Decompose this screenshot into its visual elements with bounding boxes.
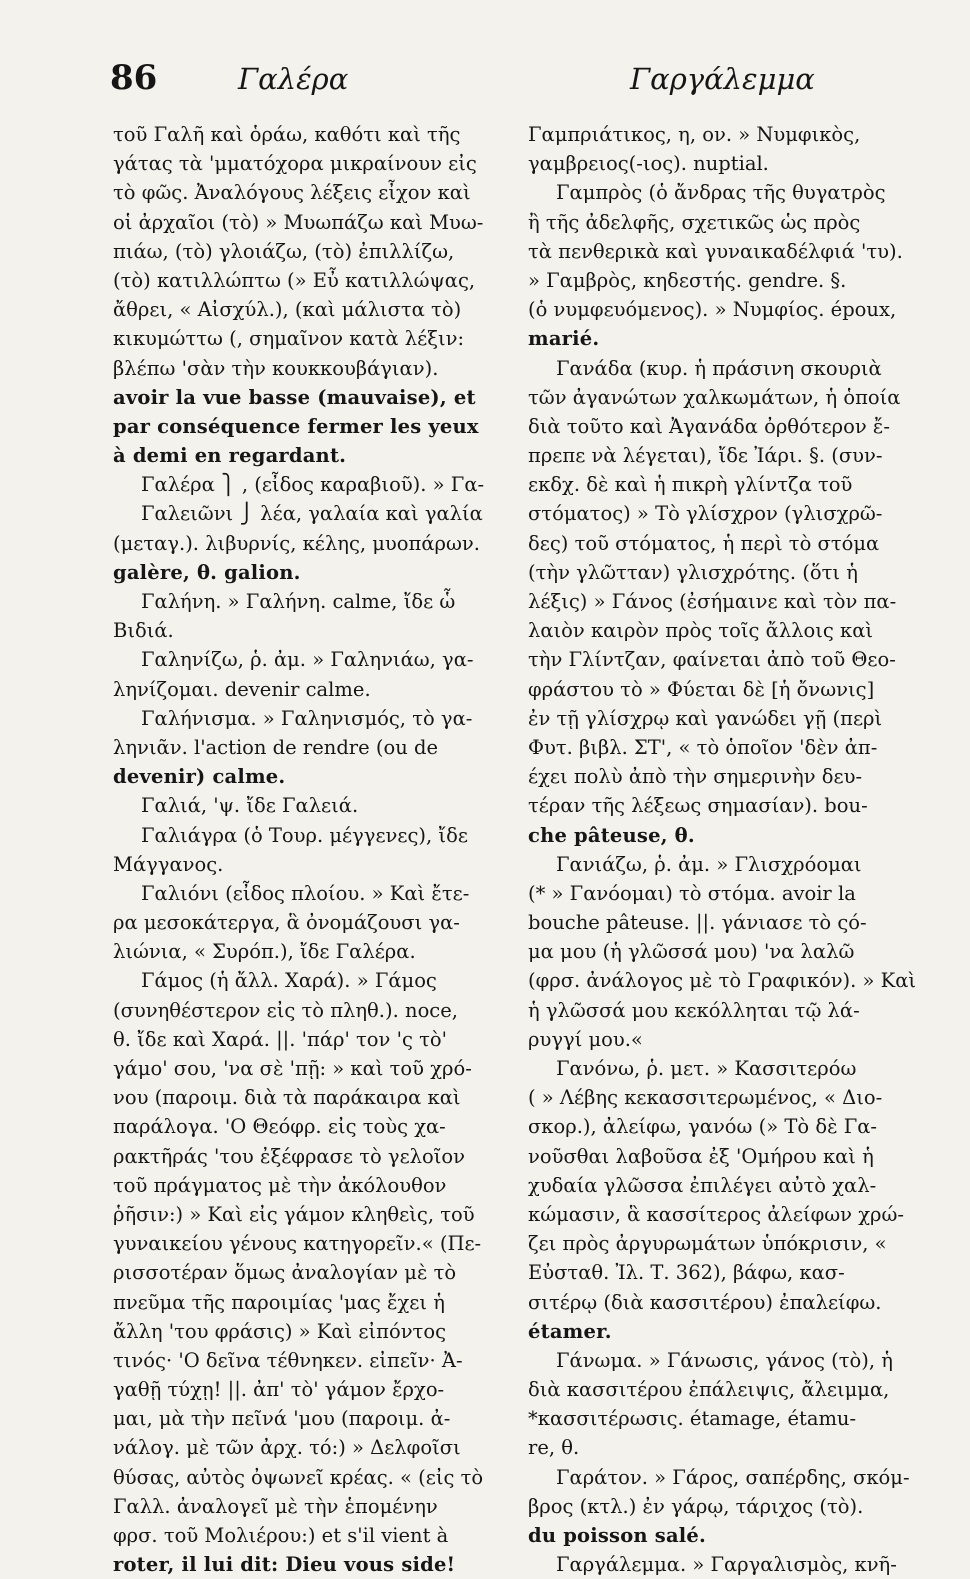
- text-line: Γαλειῶνι ⎭ λέα, γαλαία καὶ γαλία: [141, 502, 483, 526]
- text-line: τινός· 'Ο δεῖνα τέθνηκεν. εἰπεῖν· Ἀ-: [113, 1348, 463, 1372]
- text-line: Μάγγανος.: [113, 852, 224, 876]
- text-line: γυναικείου γένους κατηγορεῖν.« (Πε-: [113, 1232, 482, 1256]
- text-line: ἡ γλῶσσά μου κεκόλληται τῷ λά-: [528, 998, 860, 1022]
- text-line: roter, il lui dit: Dieu vous side!: [113, 1553, 456, 1577]
- text-line: Γαργάλεμμα. » Γαργαλισμὸς, κνῆ-: [556, 1553, 897, 1577]
- text-line: σιτέρῳ (διὰ κασσιτέρου) ἐπαλείφω.: [528, 1290, 882, 1314]
- text-line: Φυτ. βιβλ. ΣΤ', « τὸ ὁποῖον 'δὲν ἀπ-: [528, 735, 878, 759]
- text-line: ἄθρει, « Αἰσχύλ.), (καὶ μάλιστα τὸ): [113, 298, 462, 322]
- text-line: Γαμπρὸς (ὁ ἄνδρας τῆς θυγατρὸς: [556, 181, 886, 205]
- text-line: Γαλλ. ἀναλογεῖ μὲ τὴν ἑπομένην: [113, 1494, 438, 1518]
- text-line: che pâteuse, θ.: [528, 823, 695, 847]
- text-line: par conséquence fermer les yeux: [113, 414, 479, 438]
- text-line: διὰ κασσιτέρου ἐπάλειψις, ἄλειμμα,: [528, 1378, 890, 1402]
- text-line: φρσ. τοῦ Μολιέρου:) et s'il vient à: [113, 1524, 449, 1547]
- text-line: τῶν ἀγανώτων χαλκωμάτων, ἡ ὁποία: [528, 385, 901, 409]
- text-line: γάτας τὰ 'μματόχορα μικραίνουν εἰς: [113, 152, 477, 176]
- running-head-right: Γαργάλεμμα: [630, 62, 815, 96]
- text-line: πρεπε νὰ λέγεται), ἴδε Ἰάρι. §. (συν-: [528, 444, 883, 468]
- text-line: μαι, μὰ τὴν πεῖνά 'μου (παροιμ. ἀ-: [113, 1407, 451, 1431]
- text-line: Γαλιόνι (εἶδος πλοίου. » Καὶ ἔτε-: [141, 881, 470, 905]
- text-line: λιώνια, « Συρόπ.), ἴδε Γαλέρα.: [113, 940, 416, 964]
- text-line: Γανάδα (κυρ. ἡ πράσινη σκουριὰ: [556, 356, 882, 380]
- text-line: devenir) calme.: [113, 765, 286, 789]
- text-line: galère, θ. galion.: [113, 560, 301, 584]
- text-line: έχει πολὺ ἀπὸ τὴν σημερινὴν δευ-: [528, 765, 863, 789]
- text-line: τὴν Γλίντζαν, φαίνεται ἀπὸ τοῦ Θεο-: [528, 648, 896, 672]
- text-line: (τὸ) κατιλλώπτω (» Εὖ κατιλλώψας,: [113, 268, 476, 292]
- text-line: » Γαμβρὸς, κηδεστής. gendre. §.: [528, 268, 847, 292]
- text-line: γαθῇ τύχῃ! ||. ἀπ' τὸ' γάμον ἔρχο-: [113, 1378, 445, 1402]
- text-line: πιάω, (τὸ) γλοιάζω, (τὸ) ἐπιλλίζω,: [113, 239, 455, 263]
- text-line: νάλογ. μὲ τῶν ἀρχ. τό:) » Δελφοῖσι: [113, 1436, 461, 1460]
- page-number: 86: [110, 58, 158, 98]
- text-line: Γανόνω, ῥ. μετ. » Κασσιτερόω: [556, 1057, 857, 1080]
- left-column: [113, 120, 518, 1579]
- text-line: σκορ.), ἀλείφω, γανόω (» Τὸ δὲ Γα-: [528, 1115, 878, 1139]
- text-line: ληνιᾶν. l'action de rendre (ou de: [113, 735, 438, 759]
- text-line: τὰ πενθερικὰ καὶ γυναικαδέλφιά 'τυ).: [528, 239, 903, 263]
- text-line: δες) τοῦ στόματος, ἡ περὶ τὸ στόμα: [528, 531, 880, 555]
- text-line: Γαληνίζω, ῥ. ἀμ. » Γαληνιάω, γα-: [141, 648, 474, 672]
- text-line: ῥῆσιν:) » Καὶ εἰς γάμον κληθεὶς, τοῦ: [113, 1202, 475, 1226]
- text-line: Γαλέρα ⎫ , (εἶδος καραβιοῦ). » Γα-: [141, 473, 485, 497]
- text-line: Εὐσταθ. Ἰλ. Τ. 362), βάφω, κασ-: [528, 1261, 845, 1285]
- text-line: Γανιάζω, ῥ. ἀμ. » Γλισχρόομαι: [556, 852, 862, 876]
- text-line: θύσας, αὐτὸς ὀψωνεῖ κρέας. « (εἰς τὸ: [113, 1465, 484, 1489]
- text-line: re, θ.: [528, 1436, 580, 1460]
- text-line: ρυγγί μου.«: [528, 1027, 643, 1051]
- text-line: τέραν τῆς λέξεως σημασίαν). bou-: [528, 794, 868, 818]
- text-line: marié.: [528, 327, 600, 351]
- text-line: διὰ τοῦτο καὶ Ἀγανάδα ὀρθότερον ἔ-: [528, 414, 890, 438]
- text-line: λαιὸν καιρὸν πρὸς τοῖς ἄλλοις καὶ: [528, 619, 874, 643]
- text-line: Γάνωμα. » Γάνωσις, γάνος (τὸ), ἡ: [556, 1348, 893, 1372]
- text-line: νοῦσθαι λαβοῦσα ἐξ 'Ομήρου καὶ ἡ: [528, 1144, 874, 1168]
- text-line: ζει πρὸς ἀργυρωμάτων ὑπόκρισιν, «: [528, 1232, 887, 1256]
- text-line: Βιδιά.: [113, 619, 174, 643]
- text-line: ἢ τῆς ἀδελφῆς, σχετικῶς ὡς πρὸς: [528, 210, 861, 234]
- text-line: étamer.: [528, 1319, 612, 1343]
- text-line: πνεῦμα τῆς παροιμίας 'μας ἔχει ἡ: [113, 1290, 445, 1314]
- text-line: στόματος) » Τὸ γλίσχρον (γλισχρῶ-: [528, 502, 883, 526]
- text-line: (μεταγ.). λιβυρνίς, κέλης, μυοπάρων.: [113, 531, 480, 555]
- text-line: Γάμος (ἡ ἄλλ. Χαρά). » Γάμος: [141, 969, 437, 993]
- text-line: Γαμπριάτικος, η, ον. » Νυμφικὸς,: [528, 123, 861, 146]
- text-line: κικυμώττω (, σημαῖνον κατὰ λέξιν:: [113, 327, 465, 351]
- right-column: [528, 120, 958, 1579]
- text-line: (τὴν γλῶτταν) γλισχρότης. (ὅτι ἡ: [528, 560, 858, 584]
- text-line: Γαλιά, 'ψ. ἴδε Γαλειά.: [141, 794, 359, 818]
- text-line: χυδαία γλῶσσα ἐπιλέγει αὐτὸ χαλ-: [528, 1173, 877, 1197]
- text-line: ( » Λέβης κεκασσιτερωμένος, « Διο-: [528, 1086, 883, 1110]
- text-line: *κασσιτέρωσις. étamage, étamu-: [528, 1407, 857, 1431]
- running-head-left: Γαλέρα: [238, 62, 349, 96]
- text-line: Γαράτον. » Γάρος, σαπέρδης, σκόμ-: [556, 1465, 910, 1489]
- text-line: ἄλλη 'του φράσις) » Καὶ εἰπόντος: [113, 1319, 446, 1343]
- text-line: bouche pâteuse. ||. γάνιασε τὸ ςό-: [528, 911, 867, 935]
- text-line: ἐν τῇ γλίσχρῳ καὶ γανώδει γῇ (περὶ: [528, 706, 883, 730]
- text-line: βρος (κτλ.) ἐν γάρῳ, τάριχος (τὸ).: [528, 1494, 864, 1518]
- text-line: παράλογα. 'Ο Θεόφρ. εἰς τοὺς χα-: [113, 1115, 446, 1139]
- text-line: (ὁ νυμφευόμενος). » Νυμφίος. époux,: [528, 298, 897, 322]
- text-line: βλέπω 'σὰν τὴν κουκκουβάγιαν).: [113, 356, 439, 380]
- text-line: Γαλήνη. » Γαλήνη. calme, ἴδε ὧ: [141, 590, 456, 613]
- text-line: (συνηθέστερον εἰς τὸ πληθ.). noce,: [113, 998, 458, 1022]
- text-line: γάμο' σου, 'να σὲ 'πῇ: » καὶ τοῦ χρό-: [113, 1057, 472, 1080]
- text-line: νου (παροιμ. διὰ τὰ παράκαιρα καὶ: [113, 1086, 461, 1110]
- text-line: (* » Γανόομαι) τὸ στόμα. avoir la: [528, 881, 856, 905]
- text-line: ρισσοτέραν ὅμως ἀναλογίαν μὲ τὸ: [113, 1261, 457, 1285]
- text-line: à demi en regardant.: [113, 444, 347, 468]
- text-line: γαμβρειος(-ιος). nuptial.: [528, 152, 769, 176]
- text-line: τοῦ πράγματος μὲ τὴν ἀκόλουθον: [113, 1173, 447, 1197]
- text-line: Γαλιάγρα (ὁ Τουρ. μέγγενες), ἴδε: [141, 823, 468, 847]
- text-line: εκδχ. δὲ καὶ ἡ πικρὴ γλίντζα τοῦ: [528, 473, 853, 497]
- text-line: μα μου (ἡ γλῶσσά μου) 'να λαλῶ: [528, 940, 855, 964]
- text-line: ληνίζομαι. devenir calme.: [113, 677, 371, 701]
- text-line: φράστου τὸ » Φύεται δὲ [ἡ ὄνωνις]: [528, 677, 875, 701]
- text-line: οἱ ἀρχαῖοι (τὸ) » Μυωπάζω καὶ Μυω-: [113, 210, 484, 234]
- text-line: du poisson salé.: [528, 1524, 706, 1547]
- text-line: avoir la vue basse (mauvaise), et: [113, 385, 476, 409]
- text-line: τὸ φῶς. Ἀναλόγους λέξεις εἶχον καὶ: [113, 181, 471, 205]
- text-line: ρα μεσοκάτεργα, ἃ ὀνομάζουσι γα-: [113, 911, 460, 935]
- text-line: τοῦ Γαλῆ καὶ ὁράω, καθότι καὶ τῆς: [113, 123, 461, 146]
- text-line: κώμασιν, ἃ κασσίτερος ἀλείφων χρώ-: [528, 1202, 904, 1226]
- text-line: ρακτῆράς 'του ἐξέφρασε τὸ γελοῖον: [113, 1144, 466, 1168]
- text-line: (φρσ. ἀνάλογος μὲ τὸ Γραφικόν). » Καὶ: [528, 969, 917, 993]
- text-line: θ. ἴδε καὶ Χαρά. ||. 'πάρ' τον 'ς τὸ': [113, 1027, 447, 1051]
- text-line: Γαλήνισμα. » Γαληνισμός, τὸ γα-: [141, 706, 473, 730]
- text-line: λέξις) » Γάνος (ἐσήμαινε καὶ τὸν πα-: [528, 590, 897, 613]
